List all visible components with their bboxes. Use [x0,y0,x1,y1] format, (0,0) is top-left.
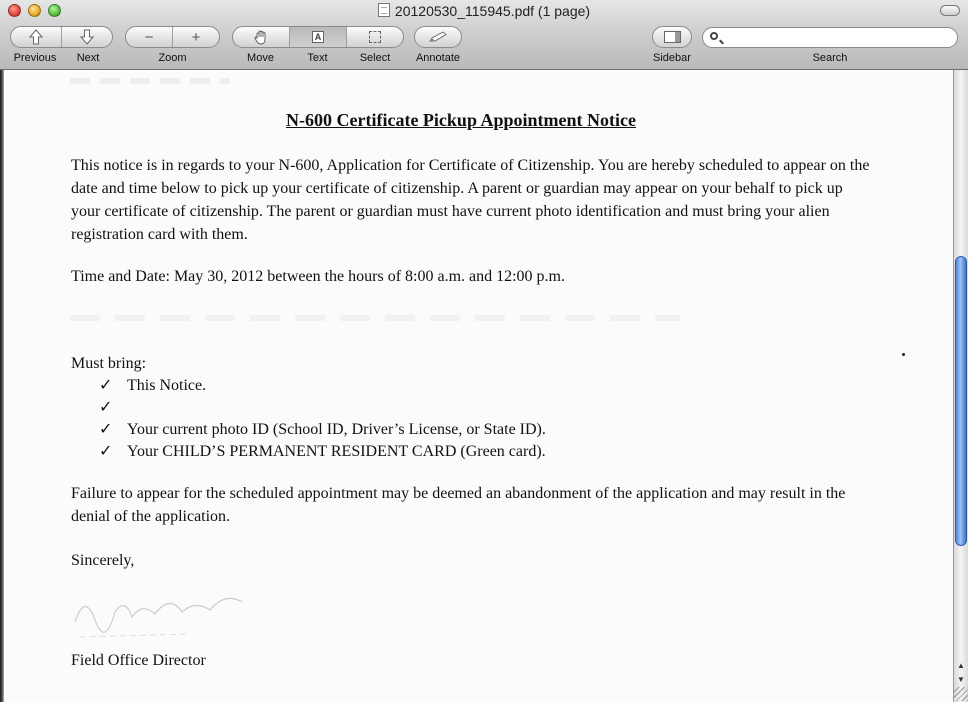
annotate-cell[interactable] [415,27,461,47]
pdf-page [0,70,953,702]
previous-button[interactable] [11,27,61,47]
sidebar-icon [664,31,681,43]
faint-scan-line [70,315,680,321]
move-tool-button[interactable] [233,27,289,47]
magnifier-icon [710,32,718,40]
checkmark-icon: ✓ [99,399,113,416]
document-viewport[interactable] [0,70,953,702]
faint-scan-text [70,78,230,84]
hand-icon [254,30,268,45]
scroll-down-arrow-icon[interactable]: ▼ [957,674,965,684]
list-item-text: This Notice. [127,377,207,394]
list-item [99,397,546,419]
previous-label: Previous [13,52,57,64]
zoom-label: Zoom [158,52,187,64]
window-title: 20120530_115945.pdf (1 page) [394,3,591,19]
must-bring-checklist [99,375,546,463]
list-item [99,441,546,463]
scan-speck [902,353,905,356]
search-label: Search [812,52,848,64]
arrow-down-icon [80,29,94,45]
next-button[interactable] [61,27,112,47]
tool-mode-control [232,26,404,48]
list-item-text: Your current photo ID (School ID, Driver’s License, or State ID). [127,421,546,438]
search-input[interactable] [725,30,953,47]
list-item [99,419,546,441]
scrollbar-thumb[interactable] [955,256,967,546]
annotate-label: Annotate [415,52,461,64]
scroll-up-arrow-icon[interactable]: ▲ [957,660,965,670]
checkmark-icon: ✓ [99,421,113,438]
move-label: Move [247,52,274,64]
document-heading: N-600 Certificate Pickup Appointment Notice [286,110,636,130]
must-bring-label: Must bring: [71,355,147,372]
pdf-document-icon [378,3,390,17]
checkmark-icon: ✓ [99,377,113,394]
next-label: Next [76,52,100,64]
list-item-text: Your CHILD’S PERMANENT RESIDENT CARD (Green card). [127,443,546,460]
zoom-out-button[interactable]: − [144,28,154,46]
closing: Sincerely, [71,552,135,569]
search-field[interactable] [702,27,958,48]
faint-signature [70,582,250,642]
select-tool-button[interactable] [346,27,403,47]
page-navigation-control [10,26,113,48]
sidebar-button[interactable] [652,26,692,48]
pencil-icon [428,31,448,43]
text-label: Text [307,52,328,64]
zoom-control [125,26,220,48]
sidebar-label: Sidebar [653,52,691,64]
resize-grip-icon[interactable] [954,687,968,701]
list-item [99,375,546,397]
signer-title: Field Office Director [71,652,206,669]
checkmark-icon: ✓ [99,443,113,460]
select-label: Select [359,52,391,64]
vertical-scrollbar[interactable] [953,70,968,702]
window-title-bar [0,3,968,19]
marquee-select-icon [369,31,381,43]
notice-paragraph: This notice is in regards to your N-600, Application for Certificate of Citizenship. You are hereby scheduled to appear on the date and time below to pick up your certificate of citizenship. A parent or guardian may appear on your behalf to pick up your certificate of citizenship. The parent or guardian must have current photo identification and must bring your alien registration card with them. [71,157,870,243]
arrow-up-icon [29,29,43,45]
time-and-date: Time and Date: May 30, 2012 between the hours of 8:00 a.m. and 12:00 p.m. [71,268,565,285]
toolbar-toggle-button[interactable] [940,5,960,16]
text-tool-button[interactable] [289,27,346,47]
sidebar-cell[interactable] [653,27,691,47]
toolbar [0,0,968,70]
failure-notice: Failure to appear for the scheduled appointment may be deemed an abandonment of the application and may result in the denial of the application. [71,485,846,525]
annotate-button[interactable] [414,26,462,48]
text-select-icon: A [312,31,324,43]
zoom-in-button[interactable]: + [172,27,219,47]
